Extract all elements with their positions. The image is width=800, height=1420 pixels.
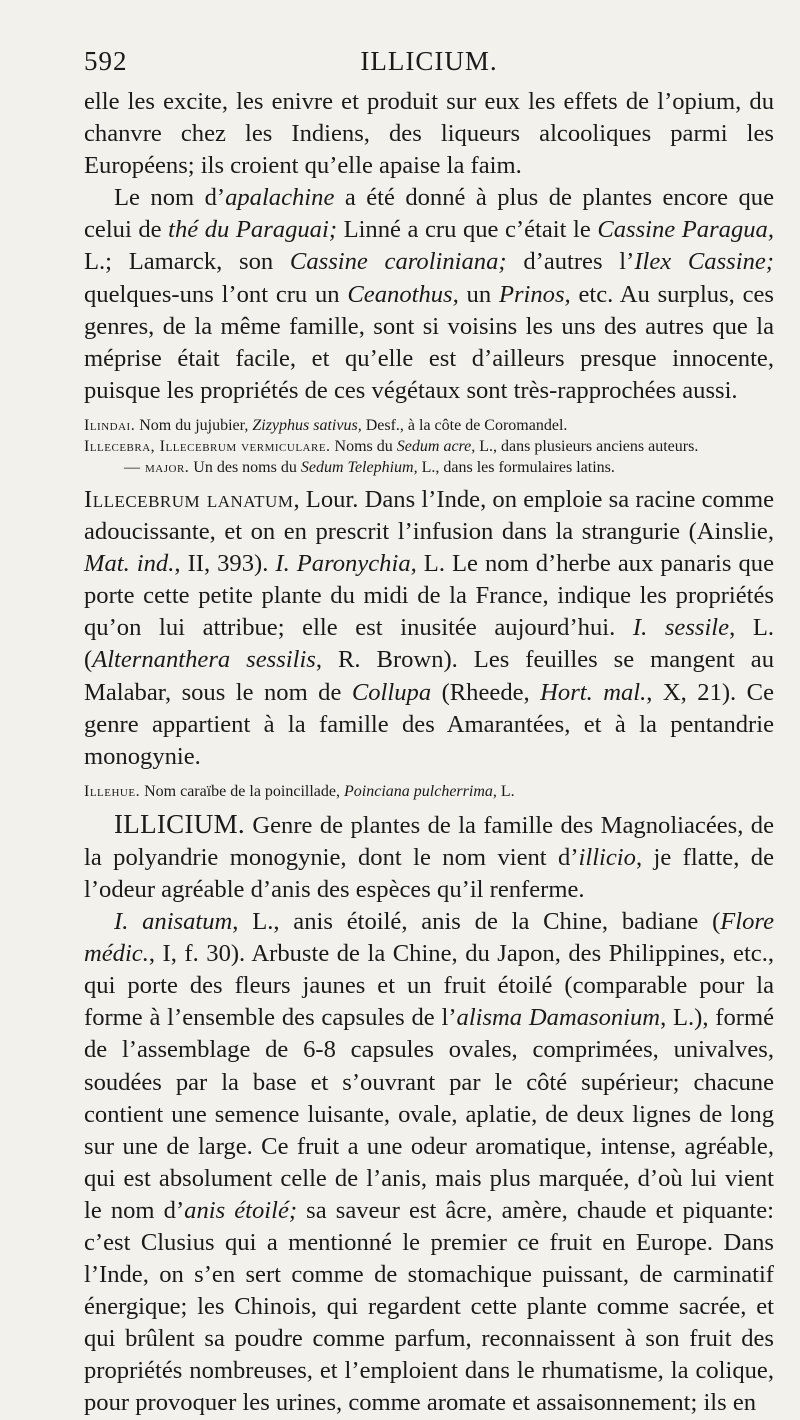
- entry-major: [84, 457, 774, 478]
- main-text-2: [84, 484, 774, 773]
- entry-head: Ilindai.: [84, 416, 136, 434]
- text-run: , X, 21). Ce genre appartient à la famille des Amarantées, et à la pentandrie monogynie.: [84, 678, 774, 770]
- text-run: Le nom d’: [114, 184, 226, 212]
- minor-entries-1: [84, 415, 774, 478]
- paragraph-apalachine: [84, 182, 774, 407]
- entry-head: ILLICIUM.: [114, 808, 245, 839]
- entry-head: — major.: [124, 458, 190, 476]
- text-run: d’autres l’: [506, 248, 635, 276]
- entry-illecebra: [84, 436, 774, 457]
- paragraph-text: elle les excite, les enivre et produit sur eux les effets de l’opium, du chanvre chez les Indiens, des liqueurs alcooliques parmi les Européens; ils croient qu’elle apaise la faim.: [84, 88, 774, 180]
- text-run: etc. Au surplus, ces genres, de la même famille, sont si voisins les uns des autres que la méprise était facile, et qu’elle est d’ailleurs presque innocente, puisque les propriétés de ces végétaux sont très-rapprochées aussi.: [84, 280, 774, 404]
- italic-term: thé du Paraguai;: [168, 216, 338, 244]
- italic-term: illicio: [578, 843, 636, 871]
- italic-term: Cassine Paragua,: [597, 216, 775, 244]
- paragraph-continuation: [84, 86, 774, 182]
- text-run: quelques-uns l’ont cru un: [84, 280, 348, 308]
- entry-ilindai: [84, 415, 774, 436]
- italic-term: Zizyphus sativus,: [252, 416, 362, 434]
- italic-term: Flore médic.: [84, 908, 774, 968]
- text-run: , I, f. 30). Arbuste de la Chine, du Japon, des Philippines, etc., qui porte des fleurs jaunes et un fruit étoilé (comparable pour la forme à l’ensemble des capsules de l’: [84, 940, 774, 1032]
- entry-illehue: [84, 781, 774, 802]
- text-run: , L.), formé de l’assemblage de 6-8 capsules ovales, comprimées, univalves, soudées par la base et s’ouvrant par le côté supérieur; chacune contient une semence luisante, ovale, aplatie, de deux lignes de long sur une de large. Ce fruit a une odeur aromatique, intense, agréable, qui est absolument celle de l’anis, mais plus marquée, d’où lui vient le nom d’: [84, 1004, 774, 1224]
- italic-term: Mat. ind.: [84, 550, 175, 578]
- italic-term: Ceanothus,: [347, 280, 459, 308]
- page-header: [84, 42, 774, 86]
- text-run: L., dans les formulaires latins.: [417, 458, 615, 476]
- paragraph-illecebrum: [84, 484, 774, 773]
- italic-term: Ilex Cassine;: [634, 248, 774, 276]
- text-run: (Rheede,: [431, 678, 541, 706]
- text-run: , II, 393).: [174, 550, 276, 578]
- text-run: , L. (: [84, 614, 775, 674]
- italic-term: Poinciana pulcherrima: [344, 782, 493, 800]
- italic-term: Sedum acre,: [396, 437, 476, 455]
- italic-term: I. anisatum: [114, 908, 233, 936]
- paragraph-illicium: [84, 808, 774, 906]
- running-title: ILLICIUM.: [360, 46, 498, 76]
- italic-term: Cassine caroliniana;: [289, 248, 507, 276]
- italic-term: Prinos,: [498, 280, 571, 308]
- text-run: Linné a cru que c’était le: [337, 216, 598, 244]
- text-run: , R. Brown). Les feuilles se mangent au Malabar, sous le nom de: [84, 646, 775, 706]
- text-run: Nom caraïbe de la poincillade,: [140, 782, 345, 800]
- entry-head: Illecebrum lanatum: [84, 485, 294, 513]
- paragraph-anisatum: [84, 906, 774, 1420]
- italic-term: Hort. mal.: [540, 678, 647, 706]
- main-text-3: [84, 808, 774, 1420]
- italic-term: apalachine: [225, 184, 335, 212]
- italic-term: anis étoilé;: [184, 1196, 298, 1224]
- text-run: , je flatte, de l’odeur agréable d’anis des espèces qu’il renferme.: [84, 843, 774, 903]
- italic-term: Sedum Telephium,: [300, 458, 418, 476]
- entry-head: Illehue.: [84, 782, 141, 800]
- text-run: L. Le nom d’herbe aux panaris que porte cette petite plante du midi de la France, indique les propriétés qu’on lui attribue; elle est inusitée aujourd’hui.: [84, 550, 774, 642]
- italic-term: alisma Damasonium: [456, 1004, 661, 1032]
- text-run: un: [458, 280, 499, 308]
- minor-entries-2: [84, 781, 774, 802]
- text-run: Genre de plantes de la famille des Magnoliacées, de la polyandrie monogynie, dont le nom vient d’: [84, 811, 774, 871]
- entry-head: Illecebra, Illecebrum vermiculare.: [84, 437, 331, 455]
- text-run: , Lour. Dans l’Inde, on emploie sa racine comme adoucissante, et on en prescrit l’infusion dans la strangurie (Ainslie,: [84, 485, 774, 546]
- text-run: sa saveur est âcre, amère, chaude et piquante: c’est Clusius qui a mentionné le premier ce fruit en Europe. Dans l’Inde, on s’en sert comme de stomachique puissant, de carminatif énergique; les Chinois, qui regardent cette plante comme sacrée, et qui brûlent sa poudre comme parfum, reconnaissent à son fruit des propriétés nombreuses, et l’emploient dans le rhumatisme, la colique, pour provoquer les urines, comme aromate et assaisonnement; ils en: [84, 1196, 775, 1417]
- text-run: Un des noms du: [189, 458, 301, 476]
- text-run: Desf., à la côte de Coromandel.: [361, 416, 568, 434]
- italic-term: I. sessile: [632, 614, 730, 642]
- main-text: [84, 86, 774, 407]
- italic-term: I. Paronychia,: [275, 550, 417, 578]
- text-run: Nom du jujubier,: [135, 416, 253, 434]
- text-run: Noms du: [330, 437, 397, 455]
- page-number: 592: [84, 46, 128, 76]
- text-run: a été donné à plus de plantes encore que celui de: [84, 184, 774, 244]
- italic-term: Collupa: [351, 678, 432, 706]
- text-run: L., dans plusieurs anciens auteurs.: [475, 437, 699, 455]
- text-run: , L., anis étoilé, anis de la Chine, badiane (: [232, 908, 721, 936]
- italic-term: Alternanthera sessilis: [92, 646, 316, 674]
- text-run: , L.: [492, 782, 515, 800]
- text-run: L.; Lamarck, son: [84, 248, 290, 276]
